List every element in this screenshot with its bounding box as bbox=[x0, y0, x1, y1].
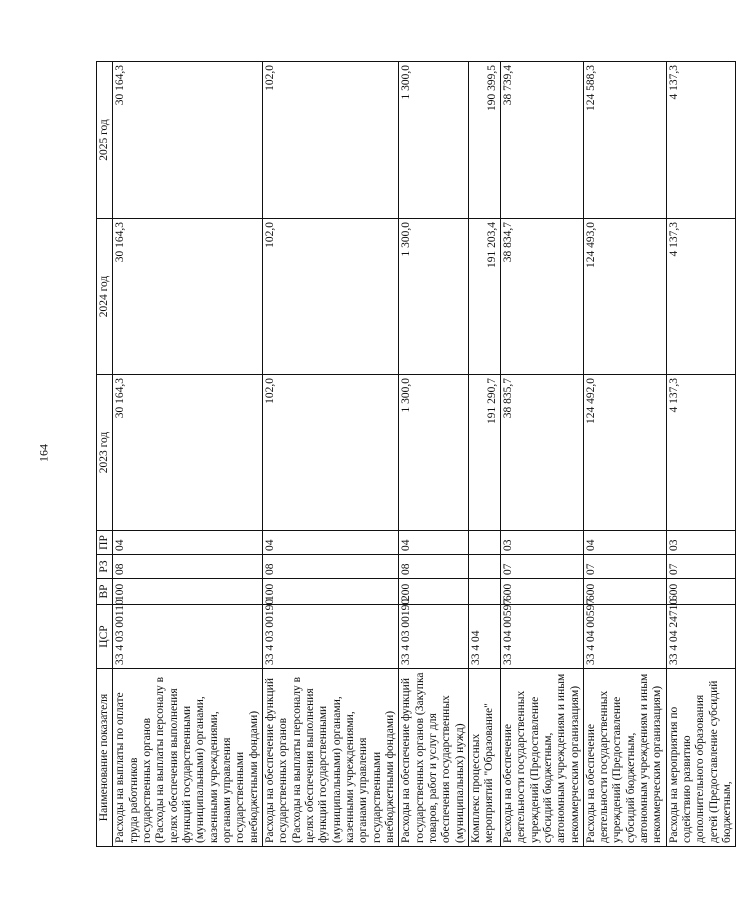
cell-pr: 04 bbox=[262, 531, 398, 555]
cell-name: Расходы на обеспечение деятельности государственных учреждений (Предоставление субсидий бюджетным, автономным учреждениям и иным некоммерческим организациям) bbox=[500, 669, 583, 847]
cell-pr: 04 bbox=[399, 531, 469, 555]
cell-vr: 600 bbox=[500, 579, 583, 605]
cell-2024: 4 137,3 bbox=[666, 219, 736, 375]
cell-2024: 124 493,0 bbox=[583, 219, 666, 375]
cell-name: Расходы на мероприятия по содействию развитию дополнительного образования детей (Предоставление субсидий бюджетным, bbox=[666, 669, 736, 847]
cell-2024: 30 164,3 bbox=[113, 219, 263, 375]
header-vr: ВР bbox=[97, 579, 113, 605]
cell-rz: 07 bbox=[583, 555, 666, 579]
cell-name: Расходы на обеспечение деятельности государственных учреждений (Предоставление субсидий бюджетным, автономным учреждениям и иным некоммерческим организациям) bbox=[583, 669, 666, 847]
cell-2025: 1 300,0 bbox=[399, 62, 469, 219]
cell-vr: 600 bbox=[666, 579, 736, 605]
cell-name: Расходы на обеспечение функций государственных органов (Расходы на выплаты персоналу в целях обеспечения выполнения функций государственными (муниципальными) органами, казенными учреждениями, органами управления государственными внебюджетными фондами) bbox=[262, 669, 398, 847]
cell-vr: 100 bbox=[113, 579, 263, 605]
cell-2024: 102,0 bbox=[262, 219, 398, 375]
cell-2025: 190 399,5 bbox=[468, 62, 500, 219]
cell-vr: 600 bbox=[583, 579, 666, 605]
page-number: 164 bbox=[36, 444, 51, 462]
header-rz: РЗ bbox=[97, 555, 113, 579]
table-row bbox=[500, 62, 583, 847]
table-row bbox=[113, 62, 263, 847]
table-row bbox=[262, 62, 398, 847]
cell-2023: 102,0 bbox=[262, 375, 398, 531]
cell-pr: 04 bbox=[113, 531, 263, 555]
table-row bbox=[666, 62, 736, 847]
table-header-row bbox=[97, 62, 113, 847]
header-name: Наименование показателя bbox=[97, 669, 113, 847]
cell-2023: 1 300,0 bbox=[399, 375, 469, 531]
table-rotated-wrapper bbox=[96, 62, 734, 847]
cell-csr: 33 4 03 00110 bbox=[113, 605, 263, 669]
header-2024: 2024 год bbox=[97, 219, 113, 375]
table-row bbox=[583, 62, 666, 847]
cell-name: Расходы на обеспечение функций государственных органов (Закупка товаров, работ и услуг для обеспечения государственных (муниципальных) нужд) bbox=[399, 669, 469, 847]
header-pr: ПР bbox=[97, 531, 113, 555]
cell-pr: 04 bbox=[583, 531, 666, 555]
cell-vr: 200 bbox=[399, 579, 469, 605]
cell-rz: 08 bbox=[262, 555, 398, 579]
cell-2025: 30 164,3 bbox=[113, 62, 263, 219]
cell-2023: 191 290,7 bbox=[468, 375, 500, 531]
cell-pr: 03 bbox=[500, 531, 583, 555]
cell-2025: 38 739,4 bbox=[500, 62, 583, 219]
cell-vr: 100 bbox=[262, 579, 398, 605]
cell-csr: 33 4 04 00597 bbox=[583, 605, 666, 669]
cell-2023: 124 492,0 bbox=[583, 375, 666, 531]
cell-2025: 102,0 bbox=[262, 62, 398, 219]
cell-2023: 38 835,7 bbox=[500, 375, 583, 531]
header-csr: ЦСР bbox=[97, 605, 113, 669]
cell-2024: 1 300,0 bbox=[399, 219, 469, 375]
cell-2023: 30 164,3 bbox=[113, 375, 263, 531]
header-2025: 2025 год bbox=[97, 62, 113, 219]
table-row bbox=[399, 62, 469, 847]
cell-rz bbox=[468, 555, 500, 579]
cell-rz: 07 bbox=[666, 555, 736, 579]
cell-rz: 07 bbox=[500, 555, 583, 579]
cell-name: Расходы на выплаты по оплате труда работников государственных органов (Расходы на выплаты персоналу в целях обеспечения выполнения функций государственными (муниципальными) органами, казенными учреждениями, органами управления государственными внебюджетными фондами) bbox=[113, 669, 263, 847]
table-area bbox=[96, 62, 734, 847]
cell-csr: 33 4 03 00190 bbox=[399, 605, 469, 669]
cell-2024: 38 834,7 bbox=[500, 219, 583, 375]
cell-2023: 4 137,3 bbox=[666, 375, 736, 531]
cell-vr bbox=[468, 579, 500, 605]
cell-2024: 191 203,4 bbox=[468, 219, 500, 375]
cell-rz: 08 bbox=[399, 555, 469, 579]
cell-rz: 08 bbox=[113, 555, 263, 579]
cell-pr bbox=[468, 531, 500, 555]
cell-csr: 33 4 04 00597 bbox=[500, 605, 583, 669]
cell-csr: 33 4 04 24710 bbox=[666, 605, 736, 669]
cell-csr: 33 4 04 bbox=[468, 605, 500, 669]
cell-pr: 03 bbox=[666, 531, 736, 555]
budget-table bbox=[96, 61, 736, 847]
cell-name: Комплекс процессных мероприятий "Образование" bbox=[468, 669, 500, 847]
cell-2025: 4 137,3 bbox=[666, 62, 736, 219]
header-2023: 2023 год bbox=[97, 375, 113, 531]
table-row bbox=[468, 62, 500, 847]
cell-csr: 33 4 03 00190 bbox=[262, 605, 398, 669]
cell-2025: 124 588,3 bbox=[583, 62, 666, 219]
